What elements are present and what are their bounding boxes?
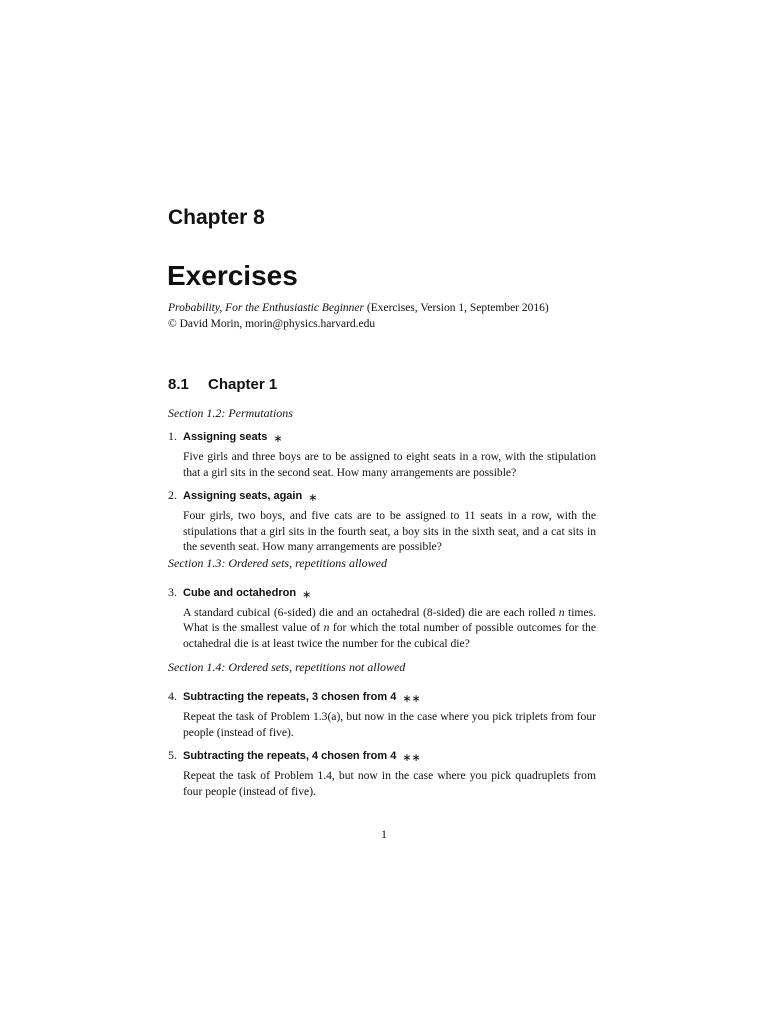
problem-number: 2. [168,488,177,502]
problem-item [168,584,596,652]
page-number: 1 [381,827,387,841]
problem-header [168,487,596,504]
problem-item [168,428,596,480]
difficulty-stars: ∗∗ [402,751,421,764]
section-number: 8.1 [168,376,189,393]
math-variable: n [558,605,565,619]
difficulty-stars: ∗∗ [402,692,421,705]
difficulty-stars: ∗ [308,491,318,504]
problem-text: Repeat the task of Problem 1.4, but now in the case where you pick quadruplets from four people (instead of five). [183,769,596,798]
problem-text: Repeat the task of Problem 1.3(a), but now in the case where you pick triplets from four people (instead of five). [183,710,596,739]
problem-number: 5. [168,748,177,762]
copyright: © David Morin, morin@physics.harvard.edu [168,318,376,330]
difficulty-stars: ∗ [273,432,283,445]
problem-text: Five girls and three boys are to be assigned to eight seats in a row, with the stipulation that a girl sits in the second seat. How many arrangements are possible? [183,450,596,479]
problem-item [168,487,596,555]
book-title: Probability, For the Enthusiastic Beginner [168,302,365,314]
problem-number: 3. [168,584,177,599]
problem-text-part: A standard cubical (6-sided) die and an octahedral (8-sided) die are each rolled [183,605,559,619]
book-meta [168,300,608,332]
chapter-title: Exercises [167,260,298,291]
section-heading [168,375,277,394]
book-edition: (Exercises, Version 1, September 2016) [364,302,549,314]
subsection-heading: Section 1.3: Ordered sets, repetitions allowed [168,555,387,570]
subsection-heading: Section 1.4: Ordered sets, repetitions not allowed [168,660,406,674]
chapter-label: Chapter 8 [168,206,265,229]
problem-text-part: times. What is the smallest value of [183,605,596,634]
problem-item [168,688,596,740]
book-title-line [168,300,608,316]
problem-title: Subtracting the repeats, 3 chosen from 4 [183,691,397,703]
problem-text [183,605,596,652]
problem-number: 4. [168,689,177,703]
problem-number: 1. [168,429,177,443]
exercise-list [168,405,596,799]
subsection-heading: Section 1.2: Permutations [168,406,293,420]
problem-title: Assigning seats [183,431,268,443]
difficulty-stars: ∗ [302,587,312,601]
problem-title: Subtracting the repeats, 4 chosen from 4 [183,750,397,762]
problem-text: Four girls, two boys, and five cats are to be assigned to 11 seats in a row, with the stipulations that a girl sits in the fourth seat, a boy sits in the sixth seat, and a cat sits in the seventh seat. How many arrangements are possible? [183,509,596,553]
problem-item [168,747,596,799]
problem-header [168,688,596,705]
problem-text-part: for which the total number of possible outcomes for the octahedral die is at least twice the number for the cubical die? [183,621,596,650]
problem-title: Cube and octahedron [183,586,297,599]
section-title: Chapter 1 [208,376,278,393]
problem-title: Assigning seats, again [183,490,303,502]
problem-header [168,428,596,445]
math-variable: n [323,621,330,634]
problem-header [168,747,596,764]
problem-header [168,584,596,601]
